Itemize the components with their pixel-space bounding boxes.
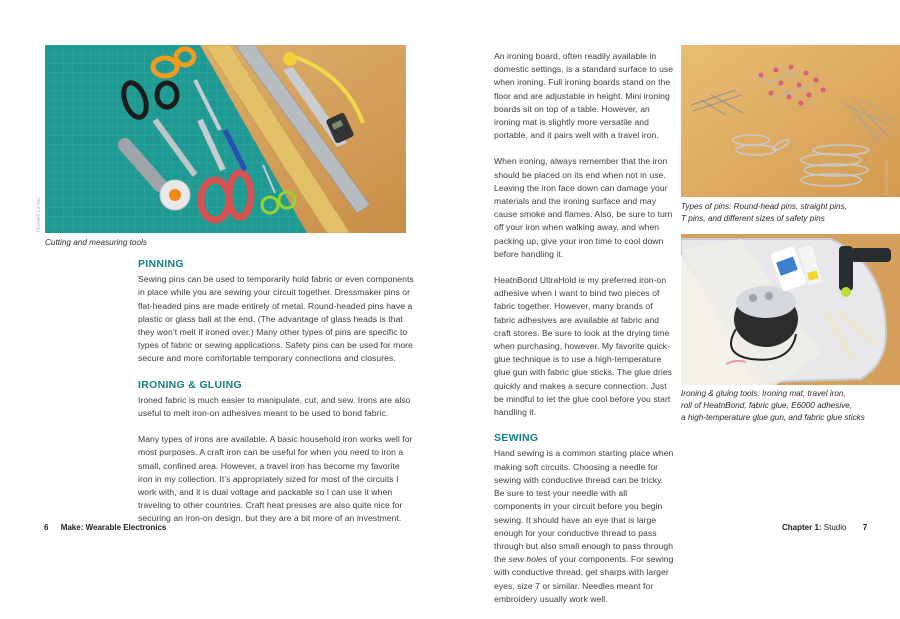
chapter-label: Chapter 1: [782,523,822,532]
ironing-caption-line-3: a high-temperature glue gun, and fabric glue sticks [681,413,865,422]
ironing-board-paragraph: An ironing board, often readily available in domestic settings, is a standard surface to use when ironing. Full ironing boards stand on the floor and are adjustable in height. Mini ironing boards sit on top of a table. However, an ironing mat is slightly more versatile and portable, and it pairs well with a travel iron. [494,51,674,141]
ironing-caption-line-1: Ironing & gluing tools: Ironing mat, travel iron, [681,389,846,398]
ironing-tools-caption [681,388,865,424]
sew-holes-term: sew holes [508,554,548,565]
left-page-number: 6 [44,523,49,532]
sewing-paragraph [494,447,674,605]
adhesive-paragraph: HeatnBond UltraHold is my preferred iron-on adhesive when I want to bind two pieces of fabric together. However, many brands of fabric adhesives are available at fabric and craft stores. Be sure to look at the drying time when purchasing, however. My favorite quick-glue technique is to use a high-temperature glue gun with fabric glue sticks. The glue dries quickly and makes a secure connection. Just be mindful to let the glue cool before you start handling it. [494,275,673,418]
ironing-tools-photo [681,234,900,385]
cutting-tools-illustration [45,45,406,233]
pins-photo [681,45,900,197]
ironing-paragraph-2: Many types of irons are available. A basic household iron works well for most purposes. A craft iron can be useful for when you need to iron a small, confined area. However, a travel iron has become my favorite iron in my collection. It’s appropriately sized for most of the circuits I work with, and it is dual voltage and packable so I can use it when traveling to other countries. Craft heat presses are also quite nice for securing an iron-on design, but they are a bit more of an investment. [138,434,413,524]
pins-caption-line-2: T pins, and different sizes of safety pins [681,214,825,223]
ironing-paragraph-1: Ironed fabric is much easier to manipulate, cut, and sew. Irons are also useful to melt iron-on adhesives meant to be used to bond fabric. [138,394,411,419]
book-title: Make: Wearable Electronics [60,523,167,532]
cutting-tools-photo [45,45,406,233]
ironing-safety-paragraph: When ironing, always remember that the iron should be placed on its end when not in use. Leaving the iron face down can damage your materials and the ironing surface and may cause smoke and flames. Also, be sure to turn off your iron when walking away, and when packing up, give your iron time to cool down before handling it. [494,156,673,259]
pins-illustration [681,45,900,197]
left-column [138,258,414,539]
sewing-text-before: Hand sewing is a common starting place when making soft circuits. Choosing a needle for sewing with conductive thread can be tricky. Be sure to test your needle with all components in your circuit before you begin sewing. It should have an eye that is large enough for your conductive thread to pass through but also small enough to pass through the [494,448,674,565]
pins-caption-line-1: Types of pins: Round-head pins, straight pins, [681,202,847,211]
heading-ironing-gluing: IRONING & GLUING [138,378,242,391]
heading-pinning: PINNING [138,258,184,270]
right-page-number: 7 [862,523,868,532]
ironing-tools-illustration [681,234,900,385]
pinning-paragraph: Sewing pins can be used to temporarily hold fabric or even components in place while you are sewing your circuit together. Dressmaker pins or flat-headed pins are made entirely of metal. Round-headed pins have a plastic or glass ball at the end. (The advantage of glass heads is that they won’t melt if ironed over.) Many other types of pins are specific to types of fabric or sewing applications. Safety pins can be used for more secure and more comfortable temporary connections and closures. [138,274,414,364]
right-column [494,50,674,619]
photo-credit: Maxwell Lander [36,196,42,232]
pins-photo-credit: Maxwell Lander [884,159,890,195]
cutting-tools-caption: Cutting and measuring tools [45,238,147,247]
chapter-name: Studio [823,523,847,532]
sewing-text-after: of your components. For sewing with conductive thread, get sharps with larger eyes, size 7 or similar. Needles meant for embroidery usually work well. [494,554,674,604]
right-footer [782,523,867,532]
left-footer [44,523,166,532]
pins-caption [681,201,847,225]
heading-sewing: SEWING [494,432,539,445]
ironing-caption-line-2: roll of HeatnBond, fabric glue, E6000 adhesive, [681,401,853,410]
